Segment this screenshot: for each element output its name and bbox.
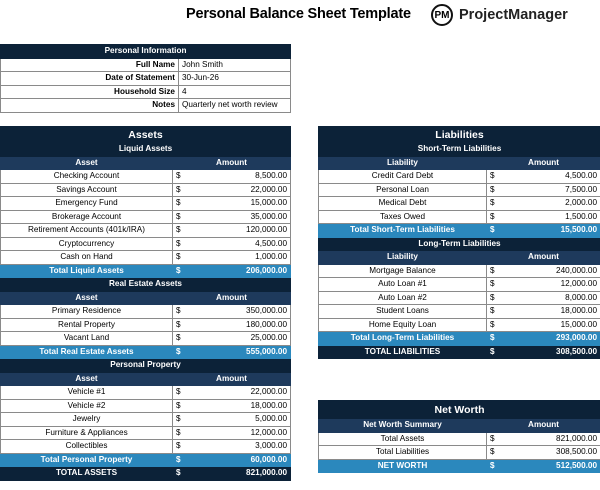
- currency-symbol: $: [487, 432, 499, 446]
- amount-cell[interactable]: 350,000.00: [185, 305, 291, 319]
- table-row: [319, 264, 600, 278]
- item-name: Total Assets: [319, 432, 487, 446]
- table-row: [319, 183, 600, 197]
- subtotal-row: [1, 453, 291, 467]
- currency-symbol: $: [487, 197, 499, 211]
- item-name: Total Liabilities: [319, 446, 487, 460]
- amount-cell[interactable]: 18,000.00: [185, 399, 291, 413]
- total-real-estate-value: 555,000.00: [185, 345, 291, 359]
- column-header-amount: Amount: [173, 156, 291, 170]
- column-header-asset: Asset: [1, 291, 173, 305]
- currency-symbol: $: [173, 237, 185, 251]
- table-row: [319, 291, 600, 305]
- total-personal-property-label: Total Personal Property: [1, 453, 173, 467]
- item-name: Emergency Fund: [1, 197, 173, 211]
- column-header-amount: Amount: [487, 419, 600, 433]
- item-name: Checking Account: [1, 170, 173, 184]
- personal-info-table: [0, 44, 291, 113]
- currency-symbol: $: [487, 210, 499, 224]
- currency-symbol: $: [173, 426, 185, 440]
- item-name: Cash on Hand: [1, 251, 173, 265]
- amount-cell: 821,000.00: [499, 432, 600, 446]
- table-row: [1, 413, 291, 427]
- item-name: Auto Loan #2: [319, 291, 487, 305]
- item-name: Retirement Accounts (401k/IRA): [1, 224, 173, 238]
- table-row: [1, 399, 291, 413]
- liquid-assets-heading: Liquid Assets: [1, 143, 291, 157]
- currency-symbol: $: [173, 264, 185, 278]
- currency-symbol: $: [173, 413, 185, 427]
- table-row: [1, 183, 291, 197]
- column-header-amount: Amount: [487, 156, 600, 170]
- total-short-term-label: Total Short-Term Liabilities: [319, 224, 487, 238]
- table-row: [319, 210, 600, 224]
- amount-cell[interactable]: 12,000.00: [185, 426, 291, 440]
- notes-value[interactable]: Quarterly net worth review: [179, 99, 291, 113]
- item-name: Rental Property: [1, 318, 173, 332]
- table-row: [1, 426, 291, 440]
- total-personal-property-value: 60,000.00: [185, 453, 291, 467]
- currency-symbol: $: [487, 264, 499, 278]
- short-term-heading: Short-Term Liabilities: [319, 143, 600, 157]
- currency-symbol: $: [173, 183, 185, 197]
- net-worth-value: 512,500.00: [499, 459, 600, 473]
- net-worth-row: [319, 459, 600, 473]
- item-name: Brokerage Account: [1, 210, 173, 224]
- amount-cell[interactable]: 3,000.00: [185, 440, 291, 454]
- column-header-liability: Liability: [319, 156, 487, 170]
- column-header-amount: Amount: [487, 251, 600, 265]
- currency-symbol: $: [487, 459, 499, 473]
- real-estate-heading: Real Estate Assets: [1, 278, 291, 292]
- personal-info-heading: Personal Information: [1, 45, 291, 59]
- item-name: Personal Loan: [319, 183, 487, 197]
- amount-cell[interactable]: 240,000.00: [499, 264, 600, 278]
- total-liquid-assets-value: 206,000.00: [185, 264, 291, 278]
- item-name: Auto Loan #1: [319, 278, 487, 292]
- amount-cell[interactable]: 2,000.00: [499, 197, 600, 211]
- assets-title: Assets: [1, 127, 291, 143]
- item-name: Savings Account: [1, 183, 173, 197]
- currency-symbol: $: [487, 318, 499, 332]
- table-row: [319, 305, 600, 319]
- grand-total-row: [1, 467, 291, 481]
- amount-cell[interactable]: 7,500.00: [499, 183, 600, 197]
- currency-symbol: $: [173, 210, 185, 224]
- assets-table: [0, 126, 291, 481]
- table-row: [319, 197, 600, 211]
- liabilities-table: [318, 126, 600, 359]
- currency-symbol: $: [173, 345, 185, 359]
- amount-cell[interactable]: 25,000.00: [185, 332, 291, 346]
- table-row: [1, 197, 291, 211]
- currency-symbol: $: [487, 170, 499, 184]
- table-row: [319, 278, 600, 292]
- currency-symbol: $: [173, 197, 185, 211]
- amount-cell[interactable]: 180,000.00: [185, 318, 291, 332]
- column-header-asset: Asset: [1, 156, 173, 170]
- table-row: [1, 318, 291, 332]
- full-name-label: Full Name: [1, 58, 179, 72]
- item-name: Vacant Land: [1, 332, 173, 346]
- amount-cell[interactable]: 1,000.00: [185, 251, 291, 265]
- currency-symbol: $: [173, 318, 185, 332]
- amount-cell[interactable]: 1,500.00: [499, 210, 600, 224]
- column-header-amount: Amount: [173, 372, 291, 386]
- table-row: [319, 432, 600, 446]
- total-long-term-label: Total Long-Term Liabilities: [319, 332, 487, 346]
- total-assets-value: 821,000.00: [185, 467, 291, 481]
- table-row: [1, 224, 291, 238]
- currency-symbol: $: [173, 224, 185, 238]
- item-name: Credit Card Debt: [319, 170, 487, 184]
- table-row: [1, 332, 291, 346]
- full-name-value[interactable]: John Smith: [179, 58, 291, 72]
- grand-total-row: [319, 345, 600, 359]
- total-liabilities-value: 308,500.00: [499, 345, 600, 359]
- total-short-term-value: 15,500.00: [499, 224, 600, 238]
- currency-symbol: $: [173, 440, 185, 454]
- table-row: [1, 386, 291, 400]
- table-row: [1, 251, 291, 265]
- item-name: Medical Debt: [319, 197, 487, 211]
- amount-cell[interactable]: 8,000.00: [499, 291, 600, 305]
- pm-logo-icon: PM: [431, 4, 453, 26]
- notes-label: Notes: [1, 99, 179, 113]
- currency-symbol: $: [487, 305, 499, 319]
- amount-cell[interactable]: 5,000.00: [185, 413, 291, 427]
- amount-cell[interactable]: 4,500.00: [185, 237, 291, 251]
- amount-cell[interactable]: 12,000.00: [499, 278, 600, 292]
- personal-property-heading: Personal Property: [1, 359, 291, 373]
- table-row: [1, 170, 291, 184]
- amount-cell[interactable]: 15,000.00: [185, 197, 291, 211]
- total-assets-label: TOTAL ASSETS: [1, 467, 173, 481]
- item-name: Collectibles: [1, 440, 173, 454]
- subtotal-row: [1, 264, 291, 278]
- currency-symbol: $: [173, 453, 185, 467]
- table-row: [319, 318, 600, 332]
- amount-cell[interactable]: 18,000.00: [499, 305, 600, 319]
- net-worth-label: NET WORTH: [319, 459, 487, 473]
- household-size-label: Household Size: [1, 85, 179, 99]
- long-term-heading: Long-Term Liabilities: [319, 237, 600, 251]
- item-name: Mortgage Balance: [319, 264, 487, 278]
- table-row: [319, 446, 600, 460]
- table-row: [1, 237, 291, 251]
- currency-symbol: $: [173, 399, 185, 413]
- currency-symbol: $: [487, 345, 499, 359]
- household-size-value[interactable]: 4: [179, 85, 291, 99]
- table-row: [1, 210, 291, 224]
- currency-symbol: $: [487, 278, 499, 292]
- item-name: Home Equity Loan: [319, 318, 487, 332]
- item-name: Student Loans: [319, 305, 487, 319]
- column-header-liability: Liability: [319, 251, 487, 265]
- amount-cell[interactable]: 15,000.00: [499, 318, 600, 332]
- liabilities-title: Liabilities: [319, 127, 600, 143]
- subtotal-row: [319, 224, 600, 238]
- item-name: Furniture & Appliances: [1, 426, 173, 440]
- amount-cell[interactable]: 120,000.00: [185, 224, 291, 238]
- currency-symbol: $: [173, 251, 185, 265]
- table-row: [1, 440, 291, 454]
- amount-cell[interactable]: 22,000.00: [185, 386, 291, 400]
- amount-cell[interactable]: 22,000.00: [185, 183, 291, 197]
- currency-symbol: $: [487, 332, 499, 346]
- item-name: Cryptocurrency: [1, 237, 173, 251]
- item-name: Jewelry: [1, 413, 173, 427]
- currency-symbol: $: [487, 291, 499, 305]
- currency-symbol: $: [173, 170, 185, 184]
- currency-symbol: $: [487, 224, 499, 238]
- logo-text: ProjectManager: [459, 7, 568, 23]
- page-title: Personal Balance Sheet Template: [186, 6, 411, 22]
- item-name: Vehicle #1: [1, 386, 173, 400]
- amount-cell[interactable]: 8,500.00: [185, 170, 291, 184]
- item-name: Primary Residence: [1, 305, 173, 319]
- subtotal-row: [1, 345, 291, 359]
- column-header-amount: Amount: [173, 291, 291, 305]
- table-row: [319, 170, 600, 184]
- statement-date-label: Date of Statement: [1, 72, 179, 86]
- currency-symbol: $: [487, 446, 499, 460]
- amount-cell[interactable]: 4,500.00: [499, 170, 600, 184]
- amount-cell: 308,500.00: [499, 446, 600, 460]
- currency-symbol: $: [487, 183, 499, 197]
- subtotal-row: [319, 332, 600, 346]
- total-real-estate-label: Total Real Estate Assets: [1, 345, 173, 359]
- total-liabilities-label: TOTAL LIABILITIES: [319, 345, 487, 359]
- currency-symbol: $: [173, 467, 185, 481]
- amount-cell[interactable]: 35,000.00: [185, 210, 291, 224]
- total-liquid-assets-label: Total Liquid Assets: [1, 264, 173, 278]
- item-name: Vehicle #2: [1, 399, 173, 413]
- currency-symbol: $: [173, 332, 185, 346]
- total-long-term-value: 293,000.00: [499, 332, 600, 346]
- net-worth-title: Net Worth: [319, 401, 600, 419]
- currency-symbol: $: [173, 305, 185, 319]
- net-worth-table: [318, 400, 600, 473]
- currency-symbol: $: [173, 386, 185, 400]
- column-header-summary: Net Worth Summary: [319, 419, 487, 433]
- column-header-asset: Asset: [1, 372, 173, 386]
- statement-date-value[interactable]: 30-Jun-26: [179, 72, 291, 86]
- item-name: Taxes Owed: [319, 210, 487, 224]
- projectmanager-logo[interactable]: [431, 4, 568, 26]
- table-row: [1, 305, 291, 319]
